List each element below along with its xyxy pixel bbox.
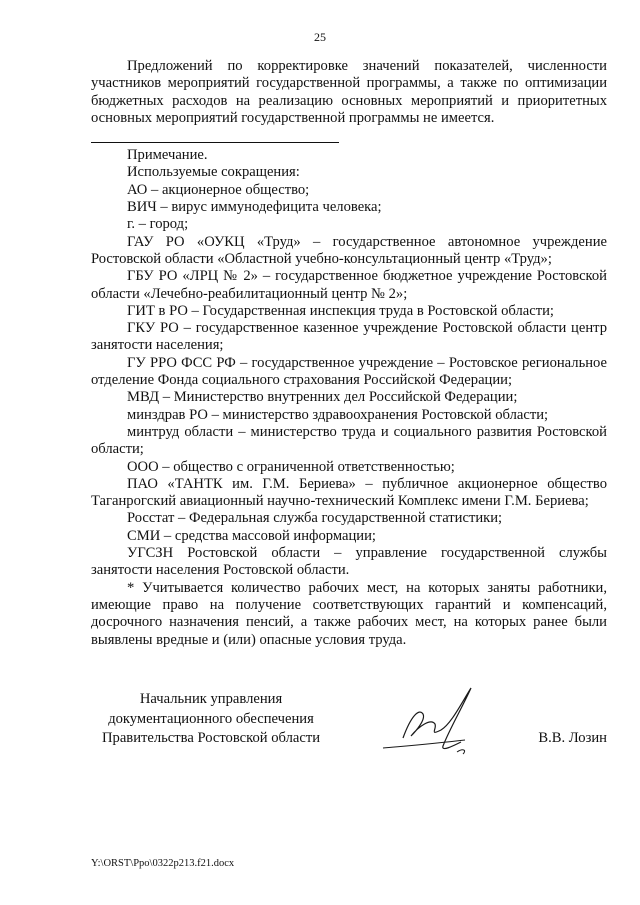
abbreviation-item: минтруд области – министерство труда и социального развития Ростовской области; [91,423,607,458]
footnote: * Учитывается количество рабочих мест, на которых заняты работники, имеющие право на получение соответствующих гарантий и компенсаций, досрочного назначения пенсий, а также рабочих мест, на которых ранее были выявлены вредные и (или) опасные условия труда. [91,579,607,648]
abbr-heading: Используемые сокращения: [127,164,300,181]
abbreviation-item: ООО – общество с ограниченной ответственностью; [127,458,455,475]
handwritten-signature [353,686,493,756]
abbreviation-list [91,182,607,580]
separator-line [91,142,339,143]
position-line-1: Начальник управления [139,691,283,707]
position-line-3: Правительства Ростовской области [101,730,321,746]
intro-paragraph: Предложений по корректировке значений показателей, численности участников мероприятий государственной программы, а также по оптимизации бюджетных расходов на реализацию основных мероприятий и приоритетных основных мероприятий государственной программы не имеется. [91,58,607,126]
abbreviation-item: ГКУ РО – государственное казенное учреждение Ростовской области центр занятости населения; [91,320,607,354]
position-line-2: документационного обеспечения [108,710,314,727]
abbreviation-item: УГСЗН Ростовской области – управление государственной службы занятости населения Ростовской области. [91,545,607,579]
abbreviation-item: ПАО «ТАНТК им. Г.М. Бериева» – публичное акционерное общество Таганрогский авиационный научно-технический Комплекс имени Г.М. Бериева; [91,475,607,510]
abbreviation-item: ГАУ РО «ОУКЦ «Труд» – государственное автономное учреждение Ростовской области «Областной учебно-консультационный центр «Труд»; [91,233,607,267]
abbreviation-item: ВИЧ – вирус иммунодефицита человека; [127,199,382,216]
abbreviation-item: ГИТ в РО – Государственная инспекция труда в Ростовской области; [127,302,554,319]
abbreviation-item: ГБУ РО «ЛРЦ № 2» – государственное бюджетное учреждение Ростовской области «Лечебно-реабилитационный центр № 2»; [91,268,607,302]
abbreviation-item: МВД – Министерство внутренних дел Российской Федерации; [127,389,518,406]
document-body [91,58,607,649]
abbreviation-item: минздрав РО – министерство здравоохранения Ростовской области; [127,406,549,423]
signatory-position [91,690,331,749]
file-path: Y:\ORST\Ppo\0322p213.f21.docx [91,858,235,869]
abbreviation-item: АО – акционерное общество; [127,181,310,198]
abbreviation-item: г. – город; [127,216,189,233]
abbreviation-item: СМИ – средства массовой информации; [127,527,376,544]
signature-block [91,690,607,770]
signatory-name: В.В. Лозин [538,730,607,746]
abbreviation-item: Росстат – Федеральная служба государственной статистики; [127,510,503,527]
abbreviation-item: ГУ РРО ФСС РФ – государственное учреждение – Ростовское региональное отделение Фонда социального страхования Российской Федерации; [91,354,607,389]
note-title: Примечание. [127,147,208,164]
page-number: 25 [314,30,326,44]
